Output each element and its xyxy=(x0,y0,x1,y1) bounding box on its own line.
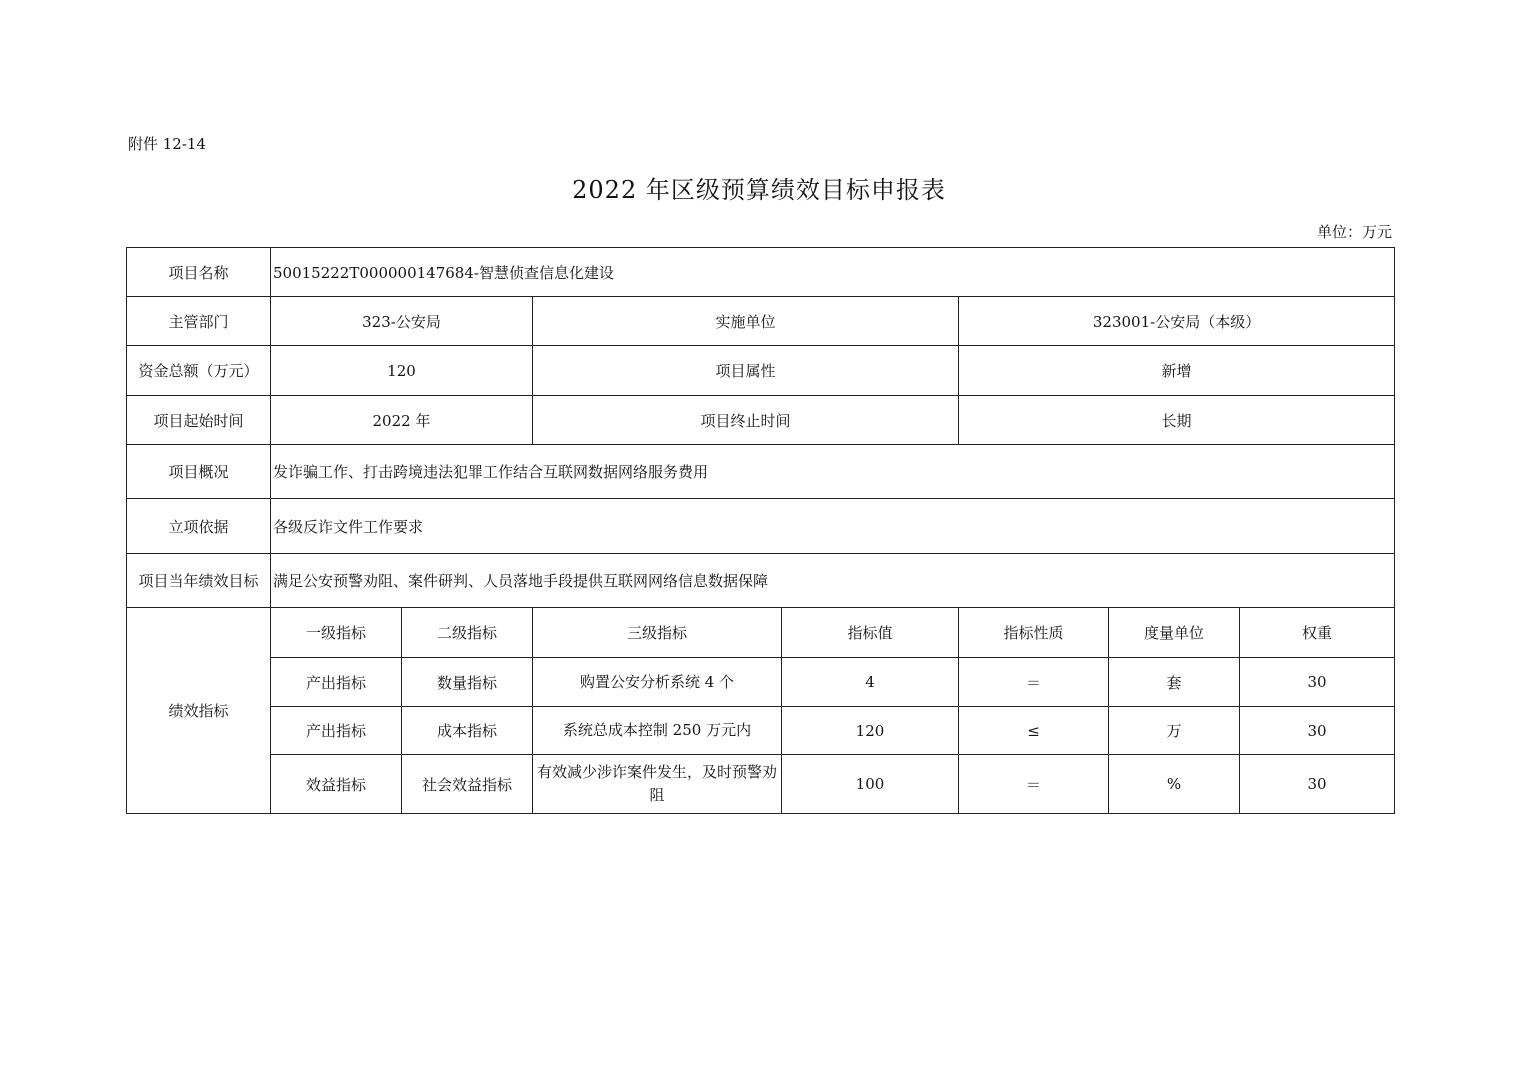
indicator-row xyxy=(127,658,1395,707)
indicator-row xyxy=(127,755,1395,814)
indicator-header-row xyxy=(127,608,1395,658)
header-unit: 度量单位 xyxy=(1109,608,1240,658)
header-weight: 权重 xyxy=(1240,608,1395,658)
value-goal: 满足公安预警劝阻、案件研判、人员落地手段提供互联网网络信息数据保障 xyxy=(271,554,1395,608)
indicator-row xyxy=(127,707,1395,755)
value-start-time: 2022 年 xyxy=(271,396,533,445)
value-cell: 100 xyxy=(782,755,959,814)
header-level2: 二级指标 xyxy=(402,608,533,658)
value-overview: 发诈骗工作、打击跨境违法犯罪工作结合互联网数据网络服务费用 xyxy=(271,445,1395,499)
form-title: 2022 年区级预算绩效目标申报表 xyxy=(572,176,946,204)
value-end-time: 长期 xyxy=(959,396,1395,445)
level1-cell: 产出指标 xyxy=(271,707,402,755)
label-attribute: 项目属性 xyxy=(533,346,959,396)
value-cell: 120 xyxy=(782,707,959,755)
value-project-name: 50015222T000000147684-智慧侦查信息化建设 xyxy=(271,248,1395,297)
header-nature: 指标性质 xyxy=(959,608,1109,658)
level2-cell: 社会效益指标 xyxy=(402,755,533,814)
performance-target-table xyxy=(126,247,1395,814)
attachment-number: 附件 12-14 xyxy=(128,135,207,153)
label-project-name: 项目名称 xyxy=(127,248,271,297)
label-impl-unit: 实施单位 xyxy=(533,297,959,346)
nature-cell: ≤ xyxy=(959,707,1109,755)
label-overview: 项目概况 xyxy=(127,445,271,499)
level1-cell: 效益指标 xyxy=(271,755,402,814)
label-indicators: 绩效指标 xyxy=(127,608,271,814)
level3-cell: 有效减少涉诈案件发生，及时预警劝阻 xyxy=(533,755,782,814)
row-goal xyxy=(127,554,1395,608)
unit-note: 单位：万元 xyxy=(1316,223,1392,241)
weight-cell: 30 xyxy=(1240,755,1395,814)
level1-cell: 产出指标 xyxy=(271,658,402,707)
unit-cell: % xyxy=(1109,755,1240,814)
row-overview xyxy=(127,445,1395,499)
header-value: 指标值 xyxy=(782,608,959,658)
label-start-time: 项目起始时间 xyxy=(127,396,271,445)
unit-cell: 万 xyxy=(1109,707,1240,755)
label-fund: 资金总额（万元） xyxy=(127,346,271,396)
level3-cell: 系统总成本控制 250 万元内 xyxy=(533,707,782,755)
level3-cell: 购置公安分析系统 4 个 xyxy=(533,658,782,707)
label-end-time: 项目终止时间 xyxy=(533,396,959,445)
row-period xyxy=(127,396,1395,445)
weight-cell: 30 xyxy=(1240,707,1395,755)
value-cell: 4 xyxy=(782,658,959,707)
level2-cell: 成本指标 xyxy=(402,707,533,755)
row-project-name xyxy=(127,248,1395,297)
row-basis xyxy=(127,499,1395,554)
row-fund xyxy=(127,346,1395,396)
nature-cell: ＝ xyxy=(959,755,1109,814)
value-impl-unit: 323001-公安局（本级） xyxy=(959,297,1395,346)
nature-cell: ＝ xyxy=(959,658,1109,707)
header-level3: 三级指标 xyxy=(533,608,782,658)
unit-cell: 套 xyxy=(1109,658,1240,707)
value-attribute: 新增 xyxy=(959,346,1395,396)
weight-cell: 30 xyxy=(1240,658,1395,707)
header-level1: 一级指标 xyxy=(271,608,402,658)
label-goal: 项目当年绩效目标 xyxy=(127,554,271,608)
label-basis: 立项依据 xyxy=(127,499,271,554)
value-basis: 各级反诈文件工作要求 xyxy=(271,499,1395,554)
label-dept: 主管部门 xyxy=(127,297,271,346)
value-fund: 120 xyxy=(271,346,533,396)
value-dept: 323-公安局 xyxy=(271,297,533,346)
row-dept xyxy=(127,297,1395,346)
level2-cell: 数量指标 xyxy=(402,658,533,707)
